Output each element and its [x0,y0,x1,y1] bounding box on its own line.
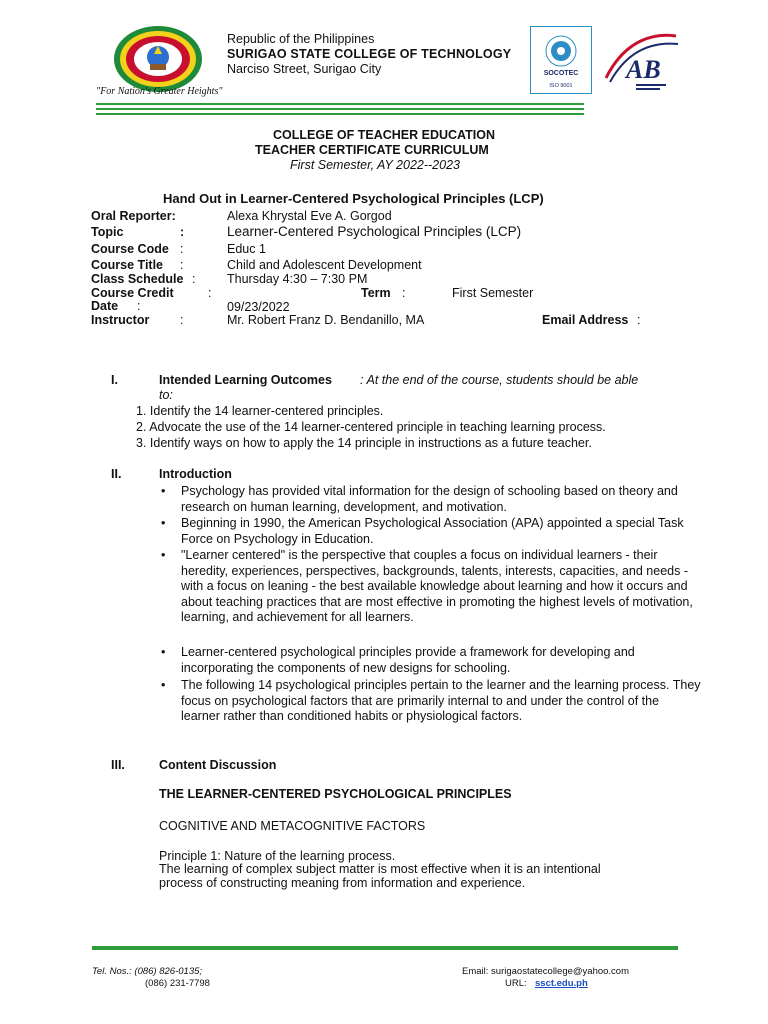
footer-email: Email: surigaostatecollege@yahoo.com [462,966,630,977]
footer-url-label: URL: [505,978,527,989]
section-1-title: Intended Learning Outcomes [159,373,332,387]
intro-bullet-5: The following 14 psychological principles pertain to the learner and the learning process. They focus on psychological factors that are primarily internal to and under the control of the learner rather than conditioned habits or physiological factors. [181,678,701,723]
outcome-item-2: 2. Advocate the use of the 14 learner-centered principle in teaching learning process. [136,420,606,434]
section-1-number: I. [111,373,118,387]
term-value: First Semester [452,286,534,300]
college-name: SURIGAO STATE COLLEGE OF TECHNOLOGY [227,47,512,61]
curriculum-title: TEACHER CERTIFICATE CURRICULUM [255,143,489,157]
topic-colon: : [180,225,185,239]
email-address-label: Email Address [542,313,629,327]
instructor-label: Instructor [91,313,150,327]
handout-title: Hand Out in Learner-Centered Psychological Principles (LCP) [163,191,544,206]
oral-reporter-label: Oral Reporter: [91,209,176,223]
semester-line: First Semester, AY 2022--2023 [290,158,460,172]
footer-rule [92,946,678,950]
header-rule-bottom [96,113,584,115]
intro-bullet-4: Learner-centered psychological principles provide a framework for developing and incorporating the components of new designs for schooling. [181,645,635,675]
principle-1-title: Principle 1: Nature of the learning process. [159,849,396,863]
intro-bullet-3: "Learner centered" is the perspective that couples a focus on individual learners - their heredity, experiences, perspectives, backgrounds, talents, interests, capacities, and needs - with a focus on leaning - the best available knowledge about learning and how it occurs and about teaching practices that are most effective in promoting the highest levels of motivation, learning, and achievement for all learners. [181,548,693,624]
course-credit-label: Course Credit [91,286,174,300]
footer-tel: Tel. Nos.: (086) 826-0135; [92,966,203,977]
course-code-value: Educ 1 [227,242,266,256]
bullet-icon: • [161,484,166,498]
term-colon: : [402,286,406,300]
term-label: Term [361,286,391,300]
section-2-number: II. [111,467,122,481]
college-motto: "For Nation's Greater Heights" [96,86,223,97]
pab-label: AB [626,55,661,84]
course-code-label: Course Code [91,242,169,256]
date-colon: : [137,299,141,313]
section-3-number: III. [111,758,125,772]
socotec-label: SOCOTEC [543,70,579,77]
intro-bullet-1: Psychology has provided vital information for the design of schooling based on theory and research on human learning, development, and motivation. [181,484,678,514]
college-address: Narciso Street, Surigao City [227,62,382,76]
factors-heading: COGNITIVE AND METACOGNITIVE FACTORS [159,819,426,833]
instructor-value: Mr. Robert Franz D. Bendanillo, MA [227,313,425,327]
footer-url-link[interactable]: ssct.edu.ph [535,978,588,989]
oral-reporter-value: Alexa Khrystal Eve A. Gorgod [227,209,392,223]
course-title-label: Course Title [91,258,164,272]
principle-1-line-2: process of constructing meaning from information and experience. [159,876,526,890]
republic-line: Republic of the Philippines [227,32,375,46]
college-of-teacher-education: COLLEGE OF TEACHER EDUCATION [273,128,495,142]
instructor-colon: : [180,313,184,327]
pab-accreditation-logo [596,28,682,96]
bullet-icon: • [161,548,166,562]
bullet-icon: • [161,645,166,659]
class-schedule-label: Class Schedule [91,272,184,286]
topic-label: Topic [91,225,124,239]
topic-value: Learner-Centered Psychological Principles (LCP) [227,224,522,239]
outcome-item-1: 1. Identify the 14 learner-centered principles. [136,404,384,418]
date-label: Date [91,299,119,313]
footer-tel-2: (086) 231-7798 [145,978,210,989]
course-credit-colon: : [208,286,212,300]
course-title-value: Child and Adolescent Development [227,258,422,272]
date-value: 09/23/2022 [227,300,290,314]
ssct-seal-logo [112,24,204,94]
class-schedule-colon: : [192,272,196,286]
bullet-icon: • [161,516,166,530]
socotec-certification-logo [530,26,592,94]
email-address-colon: : [637,313,641,327]
outcome-item-3: 3. Identify ways on how to apply the 14 principle in instructions as a future teacher. [136,436,592,450]
course-code-colon: : [180,242,184,256]
iso-label: ISO 9001 [549,83,573,89]
section-1-intro: : At the end of the course, students should be able [360,373,639,387]
section-3-title: Content Discussion [159,758,277,772]
intro-bullet-2: Beginning in 1990, the American Psychological Association (APA) appointed a special Task Force on Psychology in Education. [181,516,684,546]
principle-1-line-1: The learning of complex subject matter is most effective when it is an intentional [159,862,601,876]
section-2-title: Introduction [159,467,232,481]
lcp-heading: THE LEARNER-CENTERED PSYCHOLOGICAL PRINCIPLES [159,787,512,801]
header-rule-middle [96,108,584,110]
header-rule-top [96,103,584,105]
class-schedule-value: Thursday 4:30 – 7:30 PM [227,272,368,286]
section-1-intro-cont: to: [159,388,173,402]
bullet-icon: • [161,678,166,692]
course-title-colon: : [180,258,184,272]
